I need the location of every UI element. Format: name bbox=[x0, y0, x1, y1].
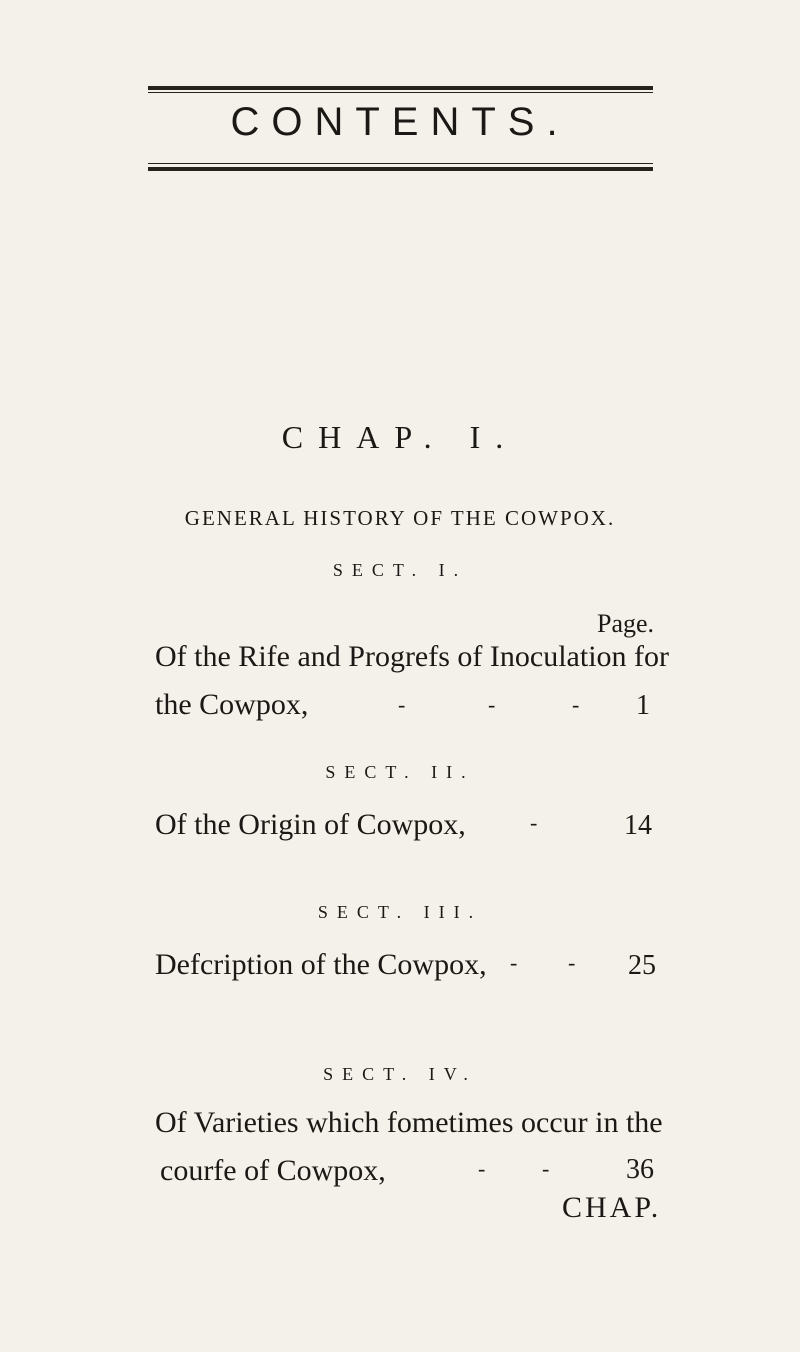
page-number: 36 bbox=[626, 1154, 654, 1185]
section-heading: SECT. IV. bbox=[323, 1064, 477, 1084]
bottom-rule-thin bbox=[148, 163, 653, 164]
top-rule-thin bbox=[148, 92, 653, 93]
section-entry-line: Defcription of the Cowpox, bbox=[155, 948, 487, 981]
section-entry-line: Of the Rife and Progrefs of Inoculation for bbox=[155, 640, 670, 673]
page-number: 14 bbox=[624, 810, 652, 841]
leader-dash: - bbox=[478, 1156, 486, 1181]
catchword: CHAP. bbox=[562, 1191, 662, 1224]
bottom-rule-thick bbox=[148, 167, 653, 171]
leader-dash: - bbox=[488, 692, 496, 717]
page-number: 1 bbox=[636, 690, 650, 721]
section-heading: SECT. I. bbox=[332, 560, 468, 580]
chapter-subtitle: GENERAL HISTORY OF THE COWPOX. bbox=[184, 506, 616, 530]
leader-dash: - bbox=[572, 692, 580, 717]
chapter-title: CHAP. I. bbox=[281, 419, 519, 455]
section-entry-line: the Cowpox, bbox=[155, 688, 309, 721]
leader-dash: - bbox=[530, 810, 538, 835]
section-heading: SECT. II. bbox=[325, 762, 475, 782]
section-entry-line: Of the Origin of Cowpox, bbox=[155, 808, 466, 841]
leader-dash: - bbox=[398, 692, 406, 717]
section-entry-line: Of Varieties which fometimes occur in the bbox=[155, 1106, 663, 1139]
top-rule-thick bbox=[148, 86, 653, 90]
leader-dash: - bbox=[568, 950, 576, 975]
page-column-label: Page. bbox=[597, 609, 655, 638]
contents-heading: CONTENTS. bbox=[230, 100, 570, 144]
leader-dash: - bbox=[510, 950, 518, 975]
section-entry-line: courfe of Cowpox, bbox=[160, 1154, 386, 1187]
section-heading: SECT. III. bbox=[317, 902, 483, 922]
leader-dash: - bbox=[542, 1156, 550, 1181]
page-number: 25 bbox=[628, 950, 656, 981]
